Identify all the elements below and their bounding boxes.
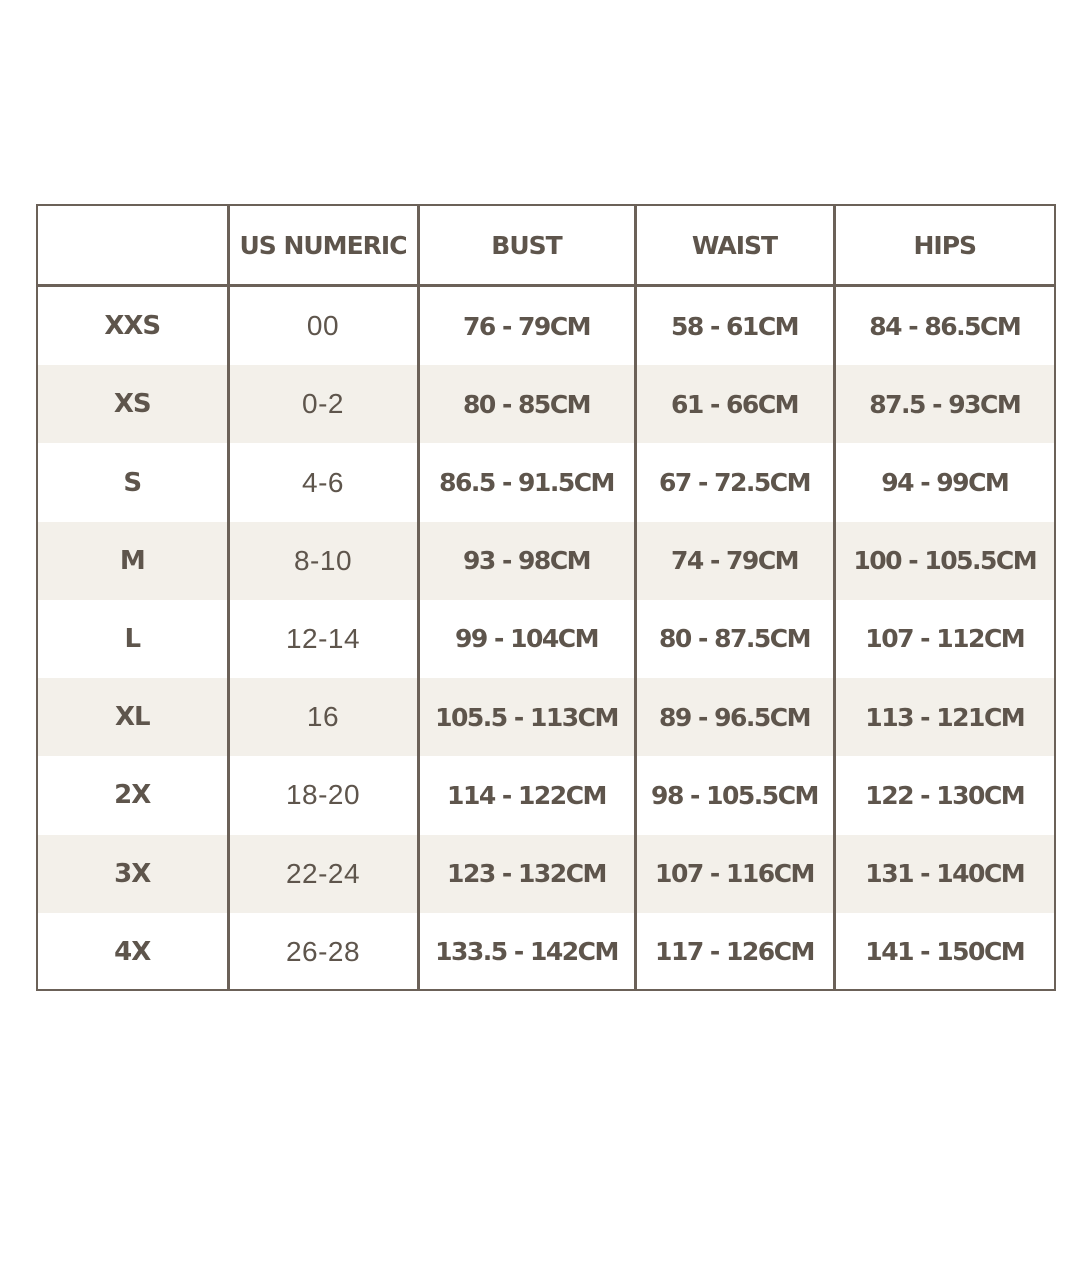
table-row: [37, 835, 1055, 913]
bust-value: 133.5 - 142CM: [418, 913, 635, 991]
waist-value: 67 - 72.5CM: [635, 443, 834, 521]
us-numeric-value: 22-24: [228, 835, 418, 913]
waist-value: 80 - 87.5CM: [635, 600, 834, 678]
waist-value: 89 - 96.5CM: [635, 678, 834, 756]
table-row: [37, 443, 1055, 521]
size-label: XL: [37, 678, 228, 756]
hips-value: 122 - 130CM: [834, 756, 1055, 834]
size-label: 3X: [37, 835, 228, 913]
hips-value: 113 - 121CM: [834, 678, 1055, 756]
bust-value: 93 - 98CM: [418, 522, 635, 600]
bust-value: 105.5 - 113CM: [418, 678, 635, 756]
waist-value: 117 - 126CM: [635, 913, 834, 991]
size-label: S: [37, 443, 228, 521]
size-label: XS: [37, 365, 228, 443]
size-label: M: [37, 522, 228, 600]
header-bust: BUST: [418, 205, 635, 286]
waist-value: 98 - 105.5CM: [635, 756, 834, 834]
table-bottom-border: [36, 989, 1054, 991]
hips-value: 131 - 140CM: [834, 835, 1055, 913]
waist-value: 58 - 61CM: [635, 286, 834, 366]
table-row: [37, 678, 1055, 756]
us-numeric-value: 26-28: [228, 913, 418, 991]
size-label: 2X: [37, 756, 228, 834]
table-row: [37, 365, 1055, 443]
size-label: L: [37, 600, 228, 678]
hips-value: 87.5 - 93CM: [834, 365, 1055, 443]
table-body: [37, 286, 1055, 992]
hips-value: 141 - 150CM: [834, 913, 1055, 991]
size-chart-table: [36, 204, 1056, 991]
table-row: [37, 286, 1055, 366]
waist-value: 61 - 66CM: [635, 365, 834, 443]
us-numeric-value: 0-2: [228, 365, 418, 443]
hips-value: 107 - 112CM: [834, 600, 1055, 678]
waist-value: 107 - 116CM: [635, 835, 834, 913]
size-label: 4X: [37, 913, 228, 991]
header-hips: HIPS: [834, 205, 1055, 286]
bust-value: 86.5 - 91.5CM: [418, 443, 635, 521]
size-label: XXS: [37, 286, 228, 366]
hips-value: 84 - 86.5CM: [834, 286, 1055, 366]
header-us-numeric: US NUMERIC: [228, 205, 418, 286]
bust-value: 114 - 122CM: [418, 756, 635, 834]
header-size-label: [37, 205, 228, 286]
table-row: [37, 756, 1055, 834]
us-numeric-value: 4-6: [228, 443, 418, 521]
us-numeric-value: 00: [228, 286, 418, 366]
waist-value: 74 - 79CM: [635, 522, 834, 600]
header-waist: WAIST: [635, 205, 834, 286]
bust-value: 99 - 104CM: [418, 600, 635, 678]
table-row: [37, 600, 1055, 678]
us-numeric-value: 12-14: [228, 600, 418, 678]
us-numeric-value: 16: [228, 678, 418, 756]
us-numeric-value: 18-20: [228, 756, 418, 834]
table-row: [37, 913, 1055, 991]
bust-value: 80 - 85CM: [418, 365, 635, 443]
bust-value: 123 - 132CM: [418, 835, 635, 913]
hips-value: 100 - 105.5CM: [834, 522, 1055, 600]
us-numeric-value: 8-10: [228, 522, 418, 600]
table-header: [37, 205, 1055, 286]
hips-value: 94 - 99CM: [834, 443, 1055, 521]
bust-value: 76 - 79CM: [418, 286, 635, 366]
header-row: [37, 205, 1055, 286]
table-row: [37, 522, 1055, 600]
